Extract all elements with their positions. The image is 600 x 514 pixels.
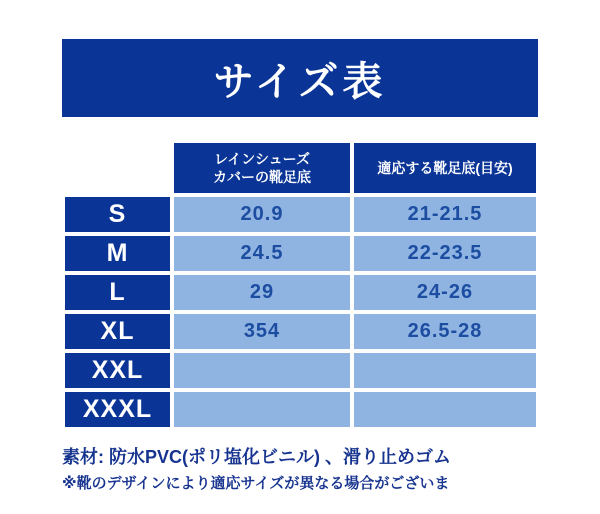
cell-cover-sole-m: 24.5 xyxy=(174,236,350,271)
column-header-fit-range xyxy=(354,143,536,193)
row-label-xxxl: XXXL xyxy=(65,392,170,427)
row-label-xxl: XXL xyxy=(65,353,170,388)
column-header-cover-sole-line2: カバーの靴足底 xyxy=(213,169,311,185)
size-table xyxy=(65,143,536,427)
cell-cover-sole-xxxl xyxy=(174,392,350,427)
materials-text: 素材: 防水PVC(ポリ塩化ビニル) 、滑り止めゴム xyxy=(62,447,451,467)
cell-fit-range-xl: 26.5-28 xyxy=(354,314,536,349)
table-corner-cell xyxy=(65,143,170,193)
column-header-fit-range-label: 適応する靴足底(目安) xyxy=(377,159,513,176)
cell-cover-sole-s: 20.9 xyxy=(174,197,350,232)
cell-fit-range-m: 22-23.5 xyxy=(354,236,536,271)
cell-cover-sole-l: 29 xyxy=(174,275,350,310)
note-text: ※靴のデザインにより適応サイズが異なる場合がございま xyxy=(62,474,450,492)
cell-fit-range-s: 21-21.5 xyxy=(354,197,536,232)
row-label-s: S xyxy=(65,197,170,232)
row-label-m: M xyxy=(65,236,170,271)
cell-cover-sole-xl: 354 xyxy=(174,314,350,349)
cell-fit-range-xxl xyxy=(354,353,536,388)
row-label-xl: XL xyxy=(65,314,170,349)
cell-cover-sole-xxl xyxy=(174,353,350,388)
cell-fit-range-l: 24-26 xyxy=(354,275,536,310)
title-banner xyxy=(62,39,538,117)
footer xyxy=(62,447,562,493)
column-header-cover-sole xyxy=(174,143,350,193)
row-label-l: L xyxy=(65,275,170,310)
cell-fit-range-xxxl xyxy=(354,392,536,427)
column-header-cover-sole-line1: レインシューズ xyxy=(214,150,310,167)
page-title: サイズ表 xyxy=(213,59,387,104)
